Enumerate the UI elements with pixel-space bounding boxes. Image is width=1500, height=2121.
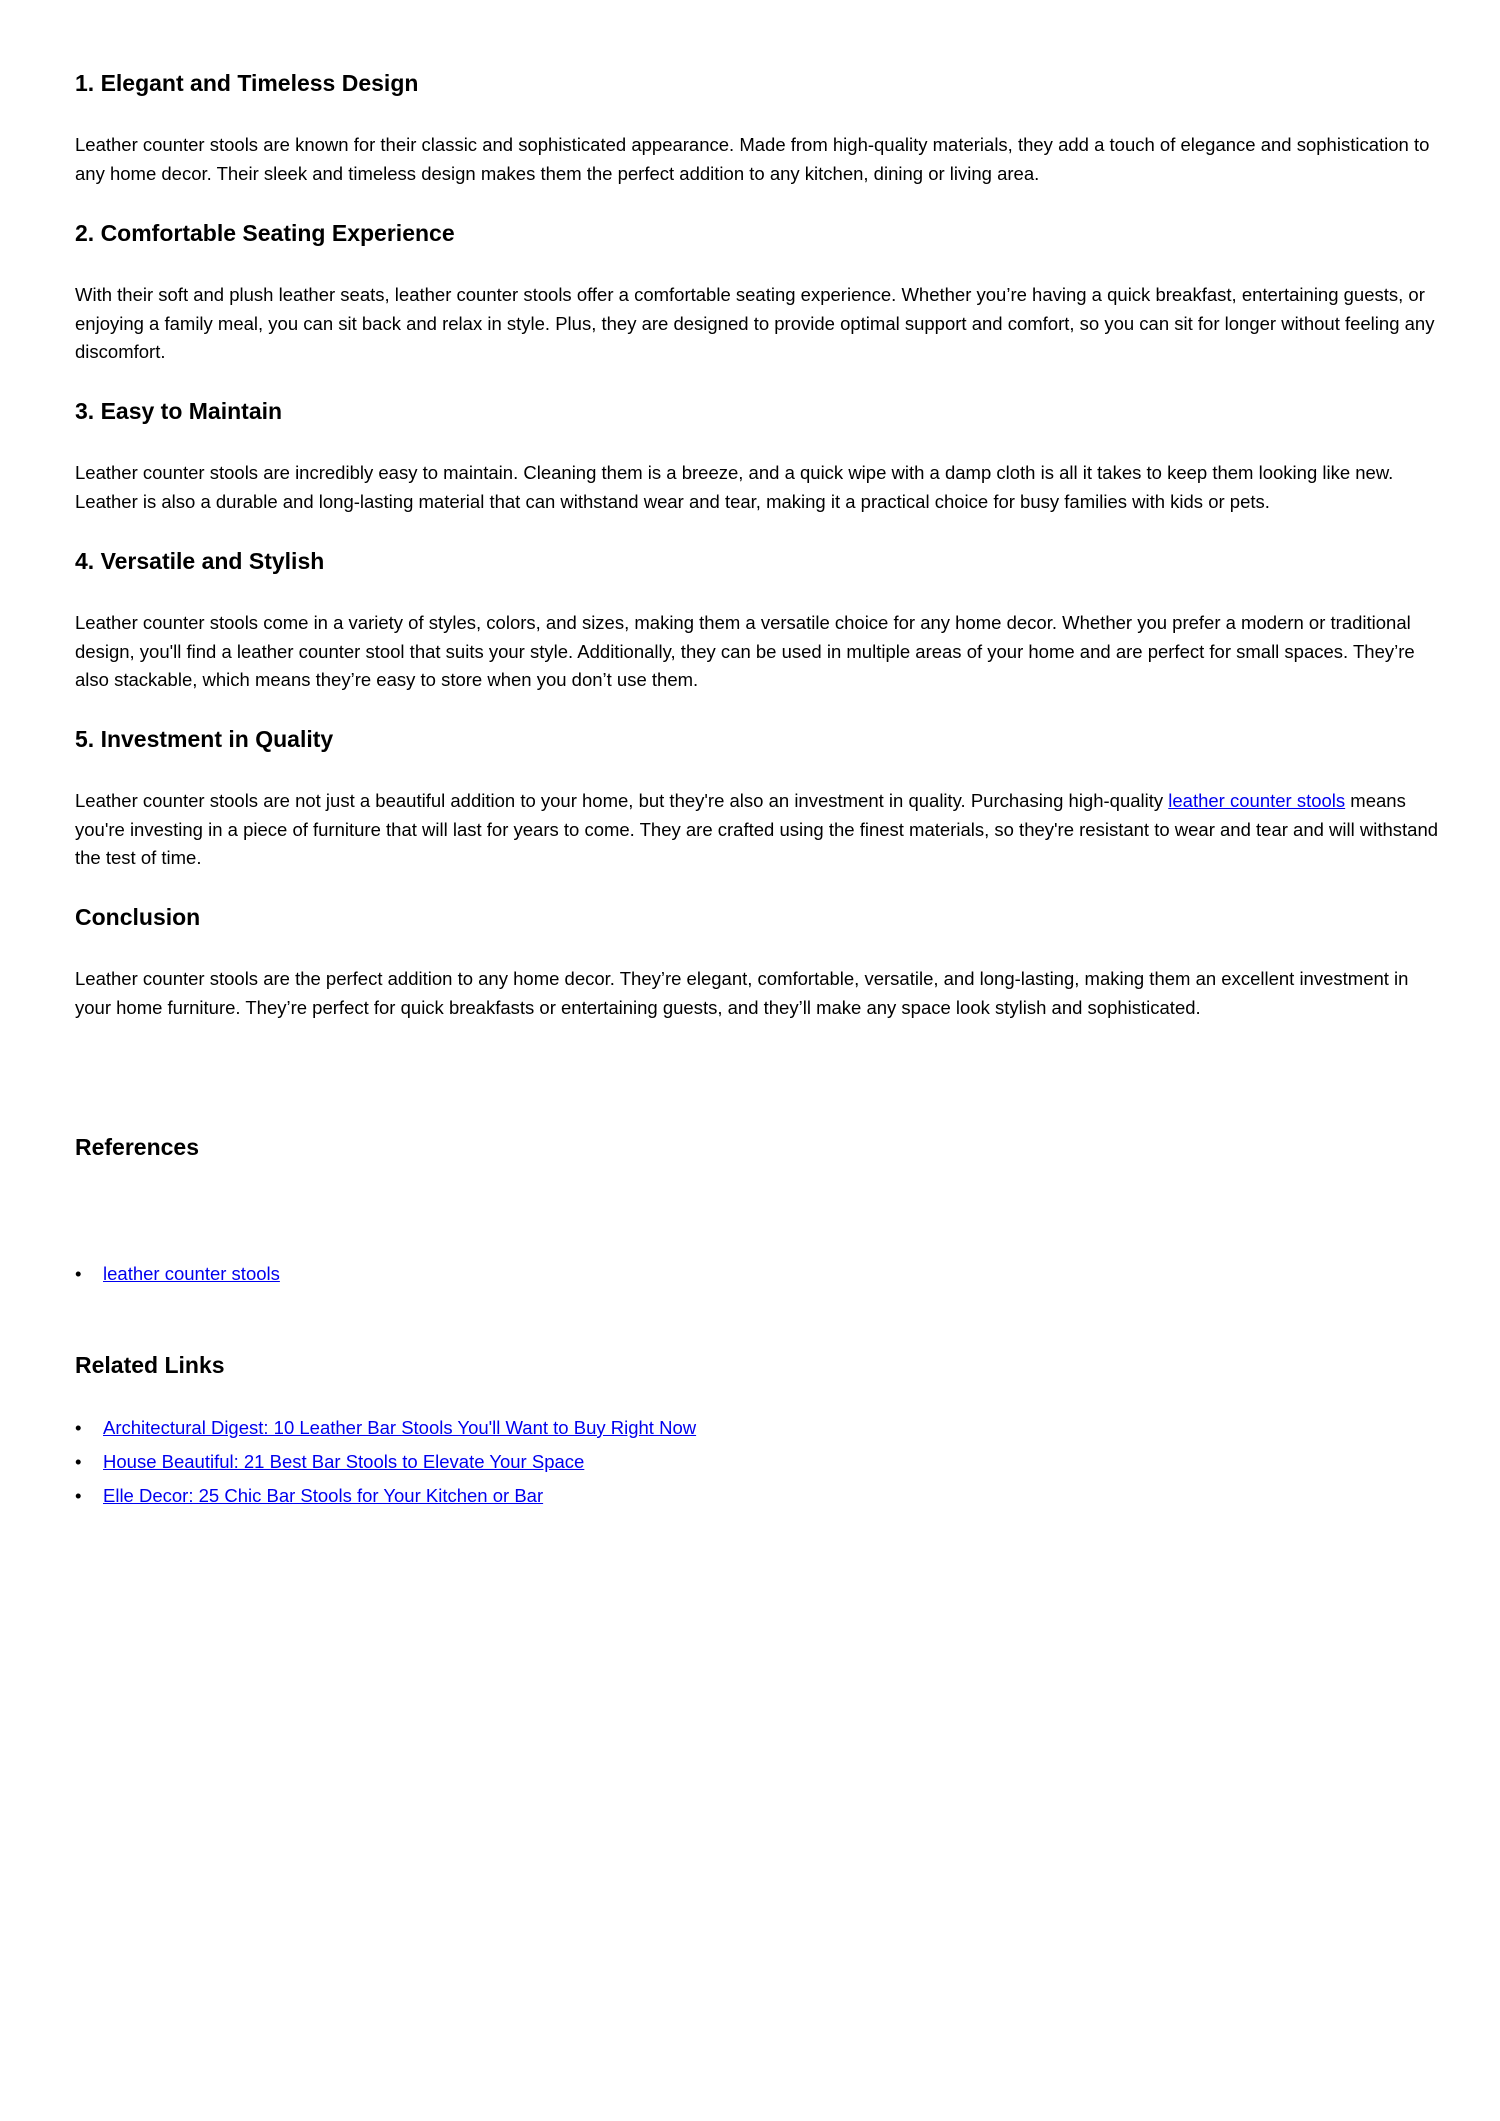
section-5-body-before: Leather counter stools are not just a beautiful addition to your home, but they're also an investment in quality. Purchasing high-quality	[75, 790, 1169, 811]
section-1-heading: 1. Elegant and Timeless Design	[75, 70, 419, 96]
bullet-icon: •	[75, 1451, 82, 1472]
related-link-item	[75, 1482, 543, 1510]
related-link-item	[75, 1414, 696, 1442]
section-4-body: Leather counter stools come in a variety of styles, colors, and sizes, making them a versatile choice for any home decor. Whether you prefer a modern or traditional design, you'll find a leather counter stool that suits your style. Additionally, they can be used in multiple areas of your home and are perfect for small spaces. They’re also stackable, which means they’re easy to store when you don’t use them.	[75, 612, 1415, 690]
conclusion-heading: Conclusion	[75, 904, 201, 930]
inline-link-leather-counter-stools[interactable]: leather counter stools	[1168, 790, 1346, 811]
section-2-body: With their soft and plush leather seats, leather counter stools offer a comfortable seating experience. Whether you’re having a quick breakfast, entertaining guests, or enjoying a family meal, you can sit back and relax in style. Plus, they are designed to provide optimal support and comfort, so you can sit for longer without feeling any discomfort.	[75, 284, 1435, 362]
section-4-heading: 4. Versatile and Stylish	[75, 548, 325, 574]
conclusion-body: Leather counter stools are the perfect addition to any home decor. They’re elegant, comfortable, versatile, and long-lasting, making them an excellent investment in your home furniture. They’re perfect for quick breakfasts or entertaining guests, and they’ll make any space look stylish and sophisticated.	[75, 968, 1409, 1018]
section-3-heading: 3. Easy to Maintain	[75, 398, 283, 424]
related-link-architectural-digest[interactable]: Architectural Digest: 10 Leather Bar Stools You'll Want to Buy Right Now	[103, 1417, 697, 1438]
section-5-body-after: means you're investing in a piece of furniture that will last for years to come. They are crafted using the finest materials, so they're resistant to wear and tear and will withstand the test of time.	[75, 790, 1439, 868]
bullet-icon: •	[75, 1485, 82, 1506]
related-link-elle-decor[interactable]: Elle Decor: 25 Chic Bar Stools for Your Kitchen or Bar	[103, 1485, 544, 1506]
references-heading: References	[75, 1134, 200, 1160]
section-3-body: Leather counter stools are incredibly easy to maintain. Cleaning them is a breeze, and a quick wipe with a damp cloth is all it takes to keep them looking like new. Leather is also a durable and long-lasting material that can withstand wear and tear, making it a practical choice for busy families with kids or pets.	[75, 462, 1394, 512]
related-link-house-beautiful[interactable]: House Beautiful: 21 Best Bar Stools to Elevate Your Space	[103, 1451, 585, 1472]
section-2-heading: 2. Comfortable Seating Experience	[75, 220, 455, 246]
reference-item	[75, 1260, 280, 1288]
related-links-heading: Related Links	[75, 1352, 225, 1378]
section-1-body: Leather counter stools are known for their classic and sophisticated appearance. Made from high-quality materials, they add a touch of elegance and sophistication to any home decor. Their sleek and timeless design makes them the perfect addition to any kitchen, dining or living area.	[75, 134, 1430, 184]
section-5-body	[75, 787, 1445, 873]
bullet-icon: •	[75, 1263, 82, 1284]
reference-link-leather-counter-stools[interactable]: leather counter stools	[103, 1263, 280, 1284]
bullet-icon: •	[75, 1417, 82, 1438]
section-5-heading: 5. Investment in Quality	[75, 726, 334, 752]
related-link-item	[75, 1448, 584, 1476]
